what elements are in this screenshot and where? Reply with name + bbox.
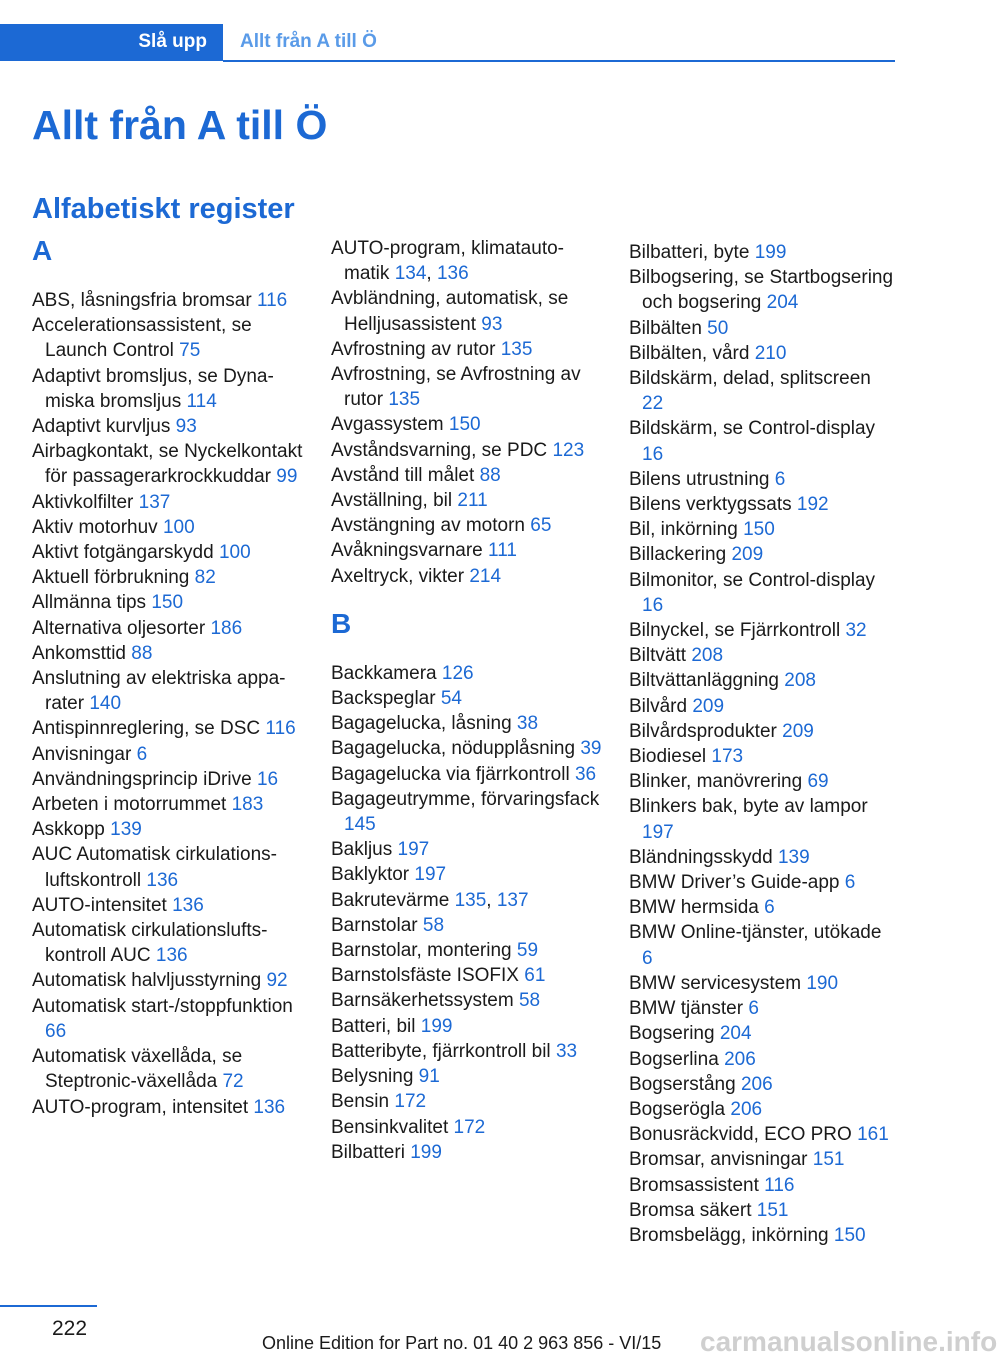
index-entry-text: Baklyktor <box>331 864 410 886</box>
index-entry <box>331 564 603 589</box>
index-entry-text: Avstängning av motorn <box>331 515 525 537</box>
page-reference-link[interactable]: 139 <box>777 846 810 868</box>
index-entry <box>32 767 304 792</box>
index-entry <box>331 463 603 488</box>
page-reference-link[interactable]: 16 <box>642 443 664 465</box>
index-entry <box>629 694 895 719</box>
header-divider <box>223 60 895 62</box>
index-entry-text: Bilnyckel, se Fjärrkontroll <box>629 620 841 642</box>
index-entry <box>629 467 895 492</box>
index-entry-text: Bildskärm, se Control-display <box>629 418 876 440</box>
page-reference-link[interactable]: 32 <box>845 620 867 642</box>
index-entry-text: Bogsering <box>629 1023 715 1045</box>
index-entry <box>331 1140 603 1165</box>
page-reference-link[interactable]: 88 <box>479 464 501 486</box>
index-entry <box>629 794 895 844</box>
index-entry <box>331 538 603 563</box>
index-entry-text: Barnstolar, montering <box>331 940 512 962</box>
page-title: Allt från A till Ö <box>32 102 328 148</box>
page-reference-link[interactable]: 208 <box>784 670 816 692</box>
page-reference-link[interactable]: 204 <box>719 1023 752 1045</box>
index-entry <box>629 719 895 744</box>
index-entry-text: Bagageutrymme, förvaringsfack <box>331 788 600 810</box>
page-reference-link[interactable]: 199 <box>410 1141 442 1163</box>
entries-list <box>331 661 603 1165</box>
page-reference-link[interactable]: 206 <box>730 1098 763 1120</box>
page-reference-link[interactable]: 208 <box>691 645 724 667</box>
page-reference-link[interactable]: 58 <box>422 914 445 936</box>
index-entry-text: Batteribyte, fjärrkontroll bil <box>331 1040 551 1062</box>
index-entry <box>32 893 304 918</box>
index-entry <box>32 817 304 842</box>
index-entry-text: Alternativa oljesorter <box>32 617 206 639</box>
index-entry-text: Billackering <box>629 544 727 566</box>
index-entry <box>32 842 304 892</box>
index-entry-text: Bildskärm, delad, splitscreen <box>629 368 871 390</box>
index-entry-text: Bilbatteri <box>331 1141 405 1163</box>
index-entry-text: Bensinkvalitet <box>331 1116 449 1138</box>
page-reference-link[interactable]: 209 <box>692 695 725 717</box>
index-entry <box>32 616 304 641</box>
index-entry-text: Barnsäkerhetssystem <box>331 990 514 1012</box>
page-reference-link[interactable]: 134 <box>394 263 427 285</box>
index-entry <box>32 439 304 489</box>
index-entry <box>32 792 304 817</box>
page-number: 222 <box>52 1317 88 1340</box>
index-entry <box>32 968 304 993</box>
index-entry <box>32 565 304 590</box>
index-entry-text: BMW tjänster <box>629 998 744 1020</box>
index-entry <box>331 736 603 761</box>
index-entry <box>32 1095 304 1120</box>
index-entry-text: BMW hermsida <box>629 897 759 919</box>
page-reference-link[interactable]: 197 <box>397 839 430 861</box>
index-entry-text: Aktuell förbrukning <box>32 567 190 589</box>
index-entry-text: Askkopp <box>32 819 105 841</box>
index-entry-text: Avstånd till målet <box>331 464 475 486</box>
index-entry <box>32 540 304 565</box>
page-reference-link[interactable]: 136 <box>253 1096 286 1118</box>
index-entry <box>629 971 895 996</box>
index-entry <box>331 438 603 463</box>
page-reference-link[interactable]: 88 <box>131 642 153 664</box>
index-entry-text: Bromsa säkert <box>629 1199 752 1221</box>
page-reference-link[interactable]: 199 <box>420 1015 453 1037</box>
index-entry <box>629 341 895 366</box>
page-reference-link[interactable]: 150 <box>448 414 481 436</box>
index-entry-text: BMW servicesystem <box>629 972 802 994</box>
page-reference-link[interactable]: 58 <box>518 990 541 1012</box>
page-reference-link[interactable]: 114 <box>186 390 217 412</box>
page-reference-link[interactable]: 6 <box>844 872 856 894</box>
page-reference-link[interactable]: 99 <box>276 466 298 488</box>
page-reference-link[interactable]: 116 <box>256 290 288 311</box>
index-entry <box>331 286 603 336</box>
index-entry <box>629 1021 895 1046</box>
page-reference-link[interactable]: 36 <box>574 763 597 785</box>
index-entry <box>629 618 895 643</box>
index-entry <box>629 668 895 693</box>
page-reference-link[interactable]: 111 <box>488 540 517 562</box>
index-entry-text: Bilbogsering, se Startbogsering och bogsering <box>629 267 894 314</box>
edition-text: Online Edition for Part no. 01 40 2 963 856 - VI/15 <box>262 1333 662 1353</box>
index-entry <box>629 1198 895 1223</box>
index-entry-text: Bilmonitor, se Control-display <box>629 569 876 591</box>
index-entry-text: Bogserlina <box>629 1048 719 1070</box>
index-entry-text: Bländningsskydd <box>629 846 773 868</box>
page-reference-link[interactable]: 100 <box>218 542 251 564</box>
index-entry-text: Bilvård <box>629 695 688 717</box>
index-entry <box>32 364 304 414</box>
index-entry <box>331 862 603 887</box>
index-entry-text: Bilvårdsprodukter <box>629 720 777 742</box>
page-reference-link[interactable]: 75 <box>179 340 201 362</box>
page-reference-link[interactable]: 136 <box>155 945 188 967</box>
index-entry-text: Allmänna tips <box>32 592 147 614</box>
index-entry <box>331 711 603 736</box>
section-title: Alfabetiskt register <box>32 193 295 225</box>
index-entry <box>32 515 304 540</box>
page-reference-link[interactable]: 72 <box>222 1071 244 1093</box>
index-entry-text: Bonusräckvidd, ECO PRO <box>629 1124 852 1146</box>
index-entry-text: Bil, inkörning <box>629 519 738 541</box>
page-reference-link[interactable]: 126 <box>441 662 474 684</box>
index-entry-text: Bogserögla <box>629 1098 726 1120</box>
page-reference-link[interactable]: 50 <box>707 317 729 339</box>
index-column-1 <box>32 236 304 1120</box>
index-entry-text: Ankomsttid <box>32 642 126 664</box>
page-reference-link[interactable]: 136 <box>146 869 179 891</box>
index-entry <box>331 988 603 1013</box>
index-entry-text: Bogserstång <box>629 1073 736 1095</box>
index-entry <box>331 412 603 437</box>
index-entry-text: Bromsar, anvisningar <box>629 1149 808 1171</box>
index-entry-text: Antispinnreglering, se DSC <box>32 718 261 740</box>
page-reference-link[interactable]: 183 <box>231 794 264 816</box>
index-entry-text: Avfrostning, se Avfrostning av rutor <box>331 364 581 411</box>
index-entry <box>629 517 895 542</box>
page-reference-link[interactable]: 214 <box>469 565 502 587</box>
index-entry-text: Batteri, bil <box>331 1015 416 1037</box>
index-entry <box>629 240 895 265</box>
page-reference-link[interactable]: 123 <box>552 439 585 461</box>
index-entry <box>32 641 304 666</box>
page-reference-link[interactable]: 6 <box>774 468 786 490</box>
page-reference-link[interactable]: 91 <box>418 1066 440 1088</box>
index-entry-text: Backkamera <box>331 662 437 684</box>
index-entry <box>331 362 603 412</box>
page-reference-link[interactable]: 145 <box>344 814 376 836</box>
page-reference-link[interactable]: 6 <box>642 947 653 969</box>
index-entry-text: AUC Automatisk cirkulationsluftskontroll <box>32 844 277 891</box>
index-entry <box>629 492 895 517</box>
index-entry <box>331 488 603 513</box>
index-entry <box>629 845 895 870</box>
index-entry <box>331 1115 603 1140</box>
index-entry-text: Biltvätt <box>629 645 687 667</box>
index-entry-text: Bakrutevärme <box>331 889 450 911</box>
page-reference-link[interactable]: 16 <box>642 594 664 616</box>
index-entry-text: Automatisk start-/stoppfunktion <box>32 995 293 1017</box>
index-entry-text: Adaptivt kurvljus <box>32 416 171 438</box>
index-entry-text: Bilens utrustning <box>629 468 770 490</box>
entries-list <box>629 240 895 1248</box>
index-column-3 <box>629 240 895 1248</box>
page-reference-link[interactable]: 116 <box>265 718 296 740</box>
page-reference-link[interactable]: 186 <box>210 617 243 639</box>
index-entry <box>331 787 603 837</box>
tab-look-up-label: Slå upp <box>138 31 207 52</box>
page-reference-link[interactable]: 6 <box>748 998 759 1020</box>
page-reference-link[interactable]: 197 <box>642 821 674 843</box>
index-entry-text: Barnstolar <box>331 914 418 936</box>
index-entry-text: Accelerationsassistent, se Launch Control <box>32 315 252 362</box>
page-reference-link[interactable]: 6 <box>136 743 148 765</box>
index-entry <box>331 913 603 938</box>
index-entry <box>32 313 304 363</box>
page-reference-link[interactable]: 136 <box>172 894 204 916</box>
index-entry-text: Bagagelucka via fjärrkontroll <box>331 763 570 785</box>
page-reference-link[interactable]: 100 <box>162 516 195 538</box>
index-entry-text: Avställning, bil <box>331 490 453 512</box>
index-entry-text: ABS, låsningsfria bromsar <box>32 290 252 311</box>
page-reference-link[interactable]: 150 <box>151 592 184 614</box>
index-entry-text: Bromsbelägg, inkörning <box>629 1224 829 1246</box>
page-reference-link[interactable]: 135 <box>388 389 421 411</box>
footer-divider <box>0 1305 97 1307</box>
index-entry <box>629 643 895 668</box>
index-entry-text: Barnstolsfäste ISOFIX <box>331 965 519 987</box>
page-reference-link[interactable]: 65 <box>530 515 552 537</box>
index-entry-text: Bakljus <box>331 839 393 861</box>
index-entry <box>331 513 603 538</box>
index-entry <box>32 666 304 716</box>
page-reference-link[interactable]: 209 <box>731 544 764 566</box>
index-entry-text: Arbeten i motorrummet <box>32 794 227 816</box>
index-entry <box>331 1039 603 1064</box>
index-entry <box>629 769 895 794</box>
top-navigation <box>0 24 895 62</box>
index-entry-text: Axeltryck, vikter <box>331 565 465 587</box>
page-reference-link[interactable]: 137 <box>138 491 171 513</box>
index-entry <box>629 920 895 970</box>
index-entry-text: AUTO-program, klimatautomatik <box>331 238 564 285</box>
index-entry-text: Bilbatteri, byte <box>629 242 750 263</box>
page-reference-link[interactable]: 59 <box>516 940 539 962</box>
watermark: carmanualsonline.info <box>700 1326 997 1357</box>
index-entry <box>629 1097 895 1122</box>
page-reference-link[interactable]: 209 <box>782 720 814 742</box>
page-reference-link[interactable]: 6 <box>764 897 775 919</box>
index-entry-text: Belysning <box>331 1066 414 1088</box>
index-entry <box>629 568 895 618</box>
page-reference-link[interactable]: 199 <box>754 242 787 263</box>
index-entry-text: Blinkers bak, byte av lampor <box>629 796 868 818</box>
index-entry <box>629 416 895 466</box>
page-reference-link[interactable]: 39 <box>580 738 602 760</box>
index-entry <box>331 1089 603 1114</box>
index-entry <box>331 1014 603 1039</box>
index-entry-text: Bilens verktygssats <box>629 494 792 516</box>
index-entry-text: Bensin <box>331 1091 390 1113</box>
index-entry <box>629 1147 895 1172</box>
page-reference-link[interactable]: 192 <box>796 494 829 516</box>
page-reference-link[interactable]: 161 <box>857 1124 889 1146</box>
page-reference-link[interactable]: 210 <box>754 342 787 364</box>
index-letter-b: B <box>331 607 352 639</box>
index-entry-text: Aktivt fotgängarskydd <box>32 542 214 564</box>
index-entry-text: AUTO-program, intensitet <box>32 1096 249 1118</box>
page-reference-link[interactable]: 150 <box>833 1224 866 1246</box>
page-reference-link[interactable]: 69 <box>807 771 829 793</box>
page-reference-link[interactable]: 92 <box>266 970 288 992</box>
index-entry-text: Bilbälten, vård <box>629 342 750 364</box>
index-entry-text: Blinker, manövrering <box>629 771 803 793</box>
page-reference-link[interactable]: 33 <box>555 1040 578 1062</box>
page-reference-link[interactable]: 190 <box>806 972 839 994</box>
index-entry <box>32 414 304 439</box>
index-entry <box>32 918 304 968</box>
index-entry <box>32 742 304 767</box>
index-entry <box>629 1047 895 1072</box>
index-entry-text: Bilbälten <box>629 317 702 339</box>
page-reference-link[interactable]: 211 <box>457 490 488 512</box>
page-reference-link[interactable]: 66 <box>45 1020 67 1042</box>
page-reference-link[interactable]: 135 <box>500 338 533 360</box>
index-entry-text: Automatisk cirkulationsluftskontroll AUC <box>32 920 268 967</box>
index-entry-text: Avbländning, automatisk, se Helljusassistent <box>331 288 569 335</box>
index-entry <box>331 938 603 963</box>
page-reference-link[interactable]: 204 <box>766 292 799 314</box>
index-entry <box>32 490 304 515</box>
tab-current-section[interactable]: Allt från A till Ö <box>240 31 377 52</box>
page-reference-link[interactable]: 197 <box>414 864 447 886</box>
index-entry-text: BMW Online-tjänster, utökade <box>629 922 882 944</box>
entries-list <box>331 236 603 589</box>
index-entry-text: Adaptivt bromsljus, se Dynamiska bromsljus <box>32 365 274 412</box>
index-entry-text: Airbagkontakt, se Nyckelkontakt för passagerarkrockkuddar <box>32 441 303 488</box>
index-entry-text: Bagagelucka, nödupplåsning <box>331 738 576 760</box>
index-entry <box>331 337 603 362</box>
page-reference-link[interactable]: 140 <box>89 693 122 715</box>
index-entry-text: Aktivkolfilter <box>32 491 134 513</box>
index-entry <box>32 994 304 1044</box>
page-reference-link[interactable]: 137 <box>496 889 529 911</box>
page-reference-link[interactable]: 116 <box>764 1174 795 1196</box>
index-entry <box>629 366 895 416</box>
page-reference-link[interactable]: 139 <box>110 819 142 841</box>
page-reference-link[interactable]: 136 <box>436 263 469 285</box>
index-entry-text: Bagagelucka, låsning <box>331 713 512 735</box>
index-entry: Bakrutevärme 135, 137 <box>331 889 529 911</box>
page-reference-link[interactable]: 61 <box>524 965 546 987</box>
index-entry <box>629 1173 895 1198</box>
page-reference-link[interactable]: 135 <box>454 889 487 911</box>
index-entry-text: Användningsprincip iDrive <box>32 768 252 790</box>
index-entry <box>629 1223 895 1248</box>
index-entry-text: Avfrostning av rutor <box>331 338 496 360</box>
index-entry <box>629 870 895 895</box>
index-entry <box>629 1122 895 1147</box>
index-entry <box>32 590 304 615</box>
index-entry: AUTO-program, klimatautomatik 134, 136 <box>331 238 564 285</box>
index-entry-text: BMW Driver’s Guide-app <box>629 872 840 894</box>
index-entry-text: Anslutning av elektriska apparater <box>32 668 286 715</box>
index-entry <box>331 963 603 988</box>
index-entry-text: Backspeglar <box>331 688 436 710</box>
index-entry-text: Anvisningar <box>32 743 132 765</box>
page-reference-link[interactable]: 172 <box>394 1091 427 1113</box>
index-entry <box>629 895 895 920</box>
index-entry <box>629 265 895 315</box>
index-entry-text: Avståndsvarning, se PDC <box>331 439 548 461</box>
index-entry <box>629 1072 895 1097</box>
index-entry-text: Automatisk halvljusstyrning <box>32 970 262 992</box>
index-entry <box>331 661 603 686</box>
tab-look-up[interactable] <box>0 24 223 61</box>
index-letter-a: A <box>32 235 53 266</box>
index-entry <box>331 1064 603 1089</box>
page-reference-link[interactable]: 93 <box>175 416 197 438</box>
index-entry <box>32 288 304 313</box>
index-entry-text: Bromsassistent <box>629 1174 759 1196</box>
page-reference-link[interactable]: 150 <box>743 519 775 541</box>
page-reference-link[interactable]: 22 <box>642 393 664 415</box>
index-entry-text: Avgassystem <box>331 414 444 436</box>
page-reference-link[interactable]: 38 <box>516 713 539 735</box>
page-reference-link[interactable]: 16 <box>256 768 279 790</box>
page-reference-link[interactable]: 172 <box>453 1116 486 1138</box>
index-entry <box>331 837 603 862</box>
index-entry <box>32 716 304 741</box>
page-reference-link[interactable]: 151 <box>756 1199 789 1221</box>
index-entry-text: AUTO-intensitet <box>32 894 167 916</box>
index-entry <box>331 686 603 711</box>
index-entry <box>629 744 895 769</box>
page-reference-link[interactable]: 54 <box>440 688 462 710</box>
index-entry-text: Avåkningsvarnare <box>331 540 483 562</box>
page-reference-link[interactable]: 151 <box>812 1149 845 1171</box>
page-reference-link[interactable]: 206 <box>724 1048 756 1070</box>
index-entry <box>629 316 895 341</box>
index-entry-text: Aktiv motorhuv <box>32 516 158 538</box>
index-entry <box>331 762 603 787</box>
page-reference-link[interactable]: 82 <box>194 567 216 589</box>
index-entry <box>629 996 895 1021</box>
index-column-2 <box>331 236 603 1165</box>
index-entry <box>629 542 895 567</box>
index-entry <box>32 1044 304 1094</box>
page-reference-link[interactable]: 173 <box>711 746 744 768</box>
page-reference-link[interactable]: 206 <box>740 1073 773 1095</box>
index-entry-text: Automatisk växellåda, se Steptronic-växellåda <box>32 1046 243 1093</box>
index-entry-text: Biodiesel <box>629 746 707 768</box>
index-entry-text: Biltvättanläggning <box>629 670 779 692</box>
entries-list <box>32 288 304 1120</box>
page-reference-link[interactable]: 93 <box>481 313 503 335</box>
